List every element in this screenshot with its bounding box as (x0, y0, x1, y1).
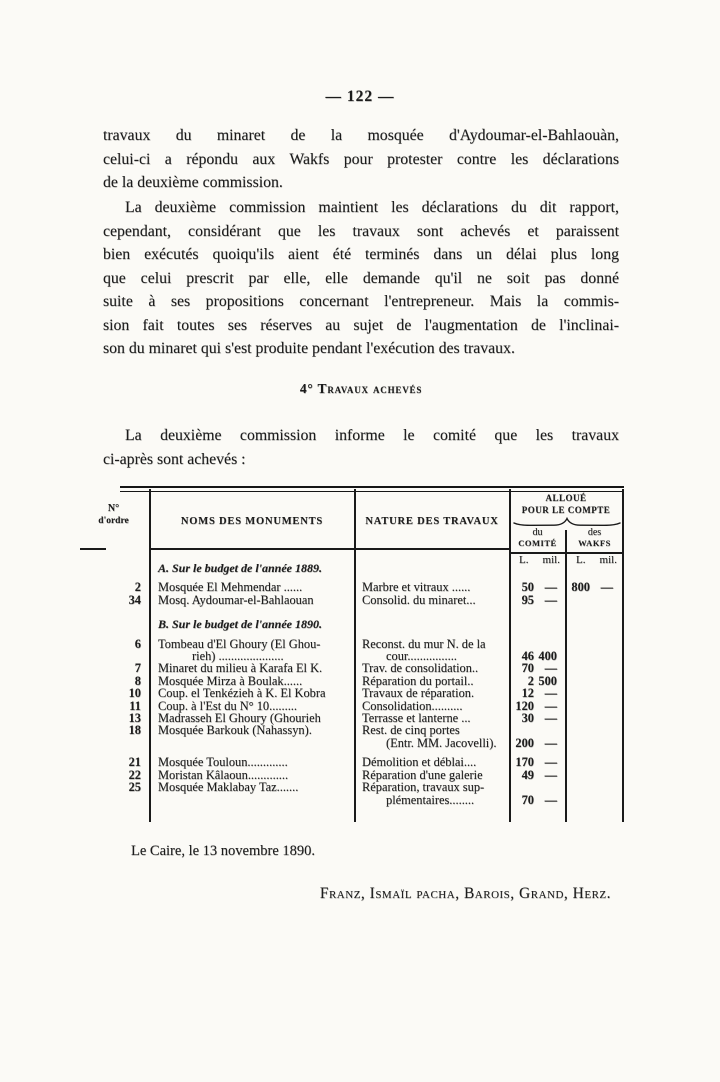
cell-monument (150, 781, 355, 793)
cell-nature (355, 687, 510, 699)
subcolumn-header-wakfs (567, 527, 622, 549)
nature-line: Marbre et vitraux ...... (362, 580, 471, 595)
comite-milliemes: — (544, 580, 557, 595)
signature-line: Franz, Ismaïl pacha, Barois, Grand, Herz. (319, 885, 611, 902)
paragraph-continuation (103, 124, 619, 195)
monument-line: Mosq. Aydoumar-el-Bahlaouan (158, 592, 314, 607)
column-header-monuments: NOMS DES MONUMENTS (180, 516, 324, 527)
comite-livres: 49 (521, 767, 534, 782)
cell-monument (150, 581, 355, 593)
text-line: travaux du minaret de la mosquée d'Aydoumar-el-Bahlaouàn, (103, 127, 619, 144)
nature-line: (Entr. MM. Jacovelli). (386, 735, 497, 750)
cell-section (150, 618, 355, 630)
cell-nature (355, 724, 510, 749)
cell-ordre: 8 (134, 673, 141, 688)
comite-milliemes: — (544, 735, 557, 750)
table-row (78, 781, 624, 806)
wakfs-livres: 800 (571, 580, 590, 595)
comite-milliemes: — (544, 767, 557, 782)
column-header-nature: NATURE DES TRAVAUX (365, 516, 499, 527)
cell-monument (150, 687, 355, 699)
ordre-line2: d'ordre (98, 516, 129, 526)
monument-line: Madrasseh El Ghoury (Ghourieh (158, 711, 321, 726)
comite-label: COMITÉ (518, 538, 557, 548)
paragraph-intro-table (103, 424, 619, 471)
cell-ordre: 11 (129, 698, 141, 713)
cell-comite (510, 737, 566, 749)
monument-line: Minaret du milieu à Karafa El K. (158, 661, 323, 676)
comite-livres: 12 (521, 686, 534, 701)
unit-livres: L. (576, 554, 586, 566)
monument-line: Mosquée Barkouk (Nahassyn). (158, 723, 312, 738)
cell-comite (510, 581, 566, 593)
cell-nature (355, 662, 510, 674)
page-number: — 122 — (325, 88, 395, 105)
text-line: La deuxième commission informe le comité que les travaux (125, 427, 619, 444)
monument-line: rieh) ..................... (192, 649, 284, 664)
cell-ordre: 7 (134, 661, 141, 676)
nature-line: cour................ (386, 649, 457, 664)
comite-livres: 70 (521, 661, 534, 676)
monument-line: Tombeau d'El Ghoury (El Ghou- (158, 636, 321, 651)
works-table (78, 486, 624, 830)
comite-milliemes: — (544, 686, 557, 701)
text-line: celui-ci a répondu aux Wakfs pour protester contre les déclarations (103, 150, 619, 168)
comite-livres: 95 (521, 592, 534, 607)
comite-livres: 50 (521, 580, 534, 595)
table-row (78, 581, 624, 593)
comite-livres: 30 (521, 711, 534, 726)
text-line: que celui prescrit par elle, elle demande qu'il ne soit pas donné (103, 269, 619, 287)
monument-line: Mosquée Touloun............. (158, 755, 288, 770)
table-row (78, 756, 624, 768)
cell-comite (510, 662, 566, 674)
cell-nature (355, 581, 510, 593)
wakfs-des: des (587, 527, 602, 538)
comite-milliemes: — (544, 592, 557, 607)
comite-milliemes: — (544, 792, 557, 807)
cell-comite (510, 769, 566, 781)
comite-milliemes: 500 (538, 673, 557, 688)
nature-line: Travaux de réparation. (362, 686, 475, 701)
column-header-alloue (510, 493, 622, 516)
cell-comite (510, 794, 566, 806)
nature-line: plémentaires........ (386, 792, 475, 807)
cell-monument (150, 756, 355, 768)
text-line: son du minaret qui s'est produite pendant l'exécution des travaux. (103, 340, 515, 357)
table-row (78, 724, 624, 749)
monument-line: Moristan Kâlaoun............. (158, 767, 289, 782)
table-row (78, 662, 624, 674)
cell-nature (355, 756, 510, 768)
column-header-ordre (78, 502, 149, 528)
cell-ordre: 21 (128, 755, 141, 770)
nature-line: Rest. de cinq portes (362, 723, 460, 738)
ordre-line1: N° (107, 503, 120, 514)
comite-milliemes: — (544, 755, 557, 770)
table-section-row (78, 562, 624, 574)
brace-icon (512, 517, 622, 526)
cell-ordre: 34 (128, 592, 141, 607)
alloue-line2: POUR LE COMPTE (521, 504, 611, 515)
nature-line: Trav. de consolidation.. (362, 661, 479, 676)
table-body (78, 550, 624, 806)
cell-comite (510, 650, 566, 662)
table-section-row (78, 618, 624, 630)
nature-line: Consolidation.......... (362, 698, 463, 713)
cell-section (150, 562, 355, 574)
cell-monument (150, 594, 355, 606)
comite-milliemes: — (544, 711, 557, 726)
cell-ordre: 6 (134, 636, 141, 651)
text-line: ci-après sont achevés : (103, 450, 246, 468)
cell-ordre: 10 (128, 686, 141, 701)
section-heading: 4° Travaux achevés (299, 381, 423, 396)
comite-milliemes: — (544, 698, 557, 713)
text-line: bien exécutés quoiqu'ils aient été terminés dans un délai plus long (103, 246, 619, 263)
cell-comite (510, 712, 566, 724)
nature-line: Réparation d'une galerie (362, 767, 483, 782)
unit-milliemes: mil. (599, 554, 617, 566)
cell-comite (510, 687, 566, 699)
comite-livres: 70 (521, 792, 534, 807)
nature-line: Terrasse et lanterne ... (362, 711, 471, 726)
text-line: de la deuxième commission. (103, 174, 283, 191)
table-top-double-rule (120, 486, 624, 492)
monument-line: Mosquée El Mehmendar ...... (158, 580, 303, 595)
cell-ordre: 13 (128, 711, 141, 726)
alloue-line1: ALLOUÉ (545, 493, 587, 503)
unit-milliemes: mil. (542, 554, 560, 566)
text-line: cependant, considérant que les travaux sont achevés et paraissent (103, 222, 619, 240)
text-line: sion fait toutes ses réserves au sujet de l'augmentation de l'inclinai- (103, 316, 619, 334)
dateline: Le Caire, le 13 novembre 1890. (131, 843, 316, 859)
comite-livres: 120 (515, 698, 534, 713)
monument-line: Coup. à l'Est du N° 10......... (158, 698, 298, 713)
monument-line: Mosquée Mirza à Boulak...... (158, 673, 303, 688)
wakfs-milliemes: — (600, 580, 613, 595)
cell-ordre: 22 (128, 767, 141, 782)
paragraph-commission (103, 196, 619, 361)
cell-nature (355, 594, 510, 606)
cell-nature (355, 638, 510, 663)
subcolumn-header-comite (510, 527, 565, 549)
cell-monument (150, 638, 355, 663)
comite-livres: 46 (521, 649, 534, 664)
section-label: A. Sur le budget de l'année 1889. (158, 561, 323, 575)
cell-ordre: 18 (128, 723, 141, 738)
nature-line: Réparation du portail.. (362, 673, 474, 688)
comite-livres: 200 (515, 735, 534, 750)
cell-comite (510, 594, 566, 606)
comite-livres: 170 (515, 755, 534, 770)
table-row (78, 687, 624, 699)
table-row (78, 594, 624, 606)
comite-milliemes: 400 (538, 649, 557, 664)
section-label: B. Sur le budget de l'année 1890. (158, 617, 323, 632)
comite-livres: 2 (527, 673, 534, 688)
nature-line: Réparation, travaux sup- (362, 780, 485, 795)
cell-comite (510, 700, 566, 712)
wakfs-label: WAKFS (578, 538, 611, 548)
text-line: La deuxième commission maintient les déclarations du dit rapport, (125, 199, 619, 216)
cell-nature (355, 781, 510, 806)
comite-du: du (532, 527, 543, 538)
cell-wakfs (566, 581, 624, 593)
cell-monument (150, 662, 355, 674)
comite-milliemes: — (544, 661, 557, 676)
monument-line: Mosquée Maklabay Taz....... (158, 780, 299, 795)
nature-line: Démolition et déblai.... (362, 755, 477, 770)
cell-ordre: 2 (134, 580, 141, 595)
cell-comite (510, 756, 566, 768)
nature-line: Reconst. du mur N. de la (362, 636, 486, 651)
monument-line: Coup. el Tenkézieh à K. El Kobra (158, 686, 326, 701)
text-line: suite à ses propositions concernant l'entrepreneur. Mais la commis- (103, 293, 619, 310)
cell-monument (150, 724, 355, 736)
table-row (78, 638, 624, 663)
unit-livres: L. (519, 554, 529, 566)
cell-ordre: 25 (128, 780, 141, 795)
cell-comite (510, 675, 566, 687)
nature-line: Consolid. du minaret... (362, 592, 476, 607)
